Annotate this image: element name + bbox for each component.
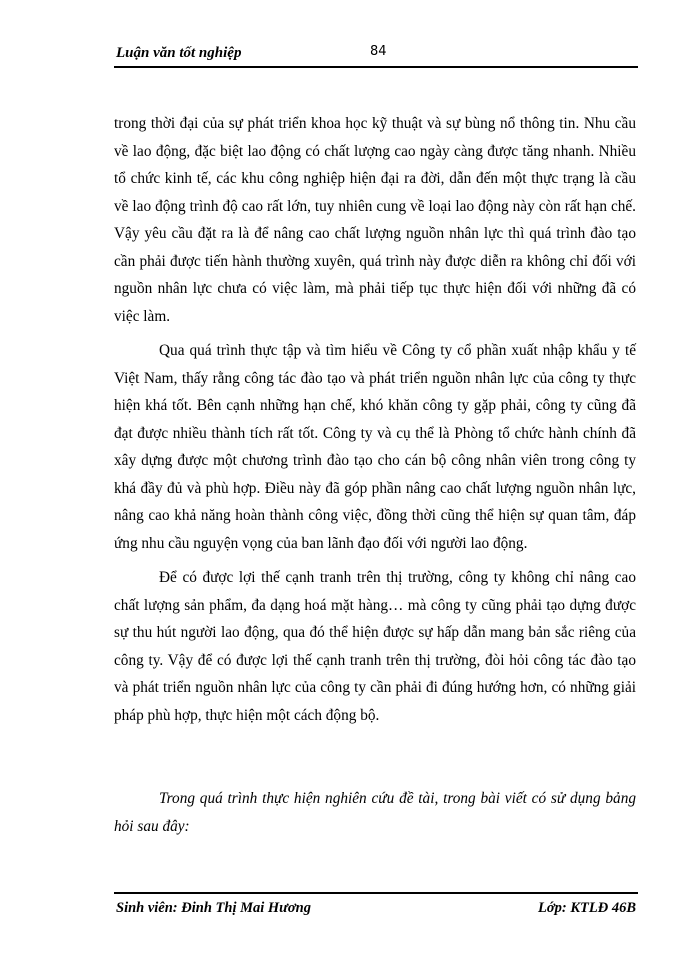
footer-class: Lớp: KTLĐ 46B <box>538 900 636 916</box>
footer-student: Sinh viên: Đinh Thị Mai Hương <box>116 900 311 916</box>
header-title: Luận văn tốt nghiệp <box>116 45 242 61</box>
page-header <box>114 40 638 68</box>
italic-note: Trong quá trình thực hiện nghiên cứu đề tài, trong bài viết có sử dụng bảng hỏi sau đây: <box>114 790 636 835</box>
page-number: 84 <box>370 44 387 59</box>
paragraph-3: Để có được lợi thế cạnh tranh trên thị trường, công ty không chỉ nâng cao chất lượng sản phẩm, đa dạng hoá mặt hàng… mà công ty cũng phải tạo dựng được sự thu hút người lao động, qua đó thể hiện được sự hấp dẫn mang bản sắc riêng của công ty. Vậy để có được lợi thế cạnh tranh trên thị trường, đòi hỏi công tác đào tạo và phát triển nguồn nhân lực của công ty cần phải đi đúng hướng hơn, có những giải pháp phù hợp, thực hiện một cách động bộ. <box>114 569 636 724</box>
body-text <box>114 110 636 736</box>
page-footer <box>114 892 638 924</box>
paragraph-2: Qua quá trình thực tập và tìm hiểu về Công ty cổ phần xuất nhập khẩu y tế Việt Nam, thấy rằng công tác đào tạo và phát triển nguồn nhân lực của công ty thực hiện khá tốt. Bên cạnh những hạn chế, khó khăn công ty gặp phải, công ty cũng đã đạt được nhiều thành tích rất tốt. Công ty và cụ thể là Phòng tổ chức hành chính đã xây dựng được một chương trình đào tạo cho cán bộ công nhân viên trong công ty khá đầy đủ và phù hợp. Điều này đã góp phần nâng cao chất lượng nguồn nhân lực, nâng cao khả năng hoàn thành công việc, đồng thời cũng thể hiện sự quan tâm, đáp ứng nhu cầu nguyện vọng của ban lãnh đạo đối với người lao động. <box>114 342 636 552</box>
paragraph-1: trong thời đại của sự phát triển khoa học kỹ thuật và sự bùng nổ thông tin. Nhu cầu về lao động, đặc biệt lao động có chất lượng cao ngày càng được tăng nhanh. Nhiều tổ chức kinh tế, các khu công nghiệp hiện đại ra đời, dẫn đến một thực trạng là cầu về lao động trình độ cao rất lớn, tuy nhiên cung về loại lao động này còn rất hạn chế. Vậy yêu cầu đặt ra là để nâng cao chất lượng nguồn nhân lực thì quá trình đào tạo cần phải được tiến hành thường xuyên, quá trình này được diễn ra không chỉ đối với nguồn nhân lực chưa có việc làm, mà phải tiếp tục thực hiện đối với những đã có việc làm. <box>114 115 636 325</box>
